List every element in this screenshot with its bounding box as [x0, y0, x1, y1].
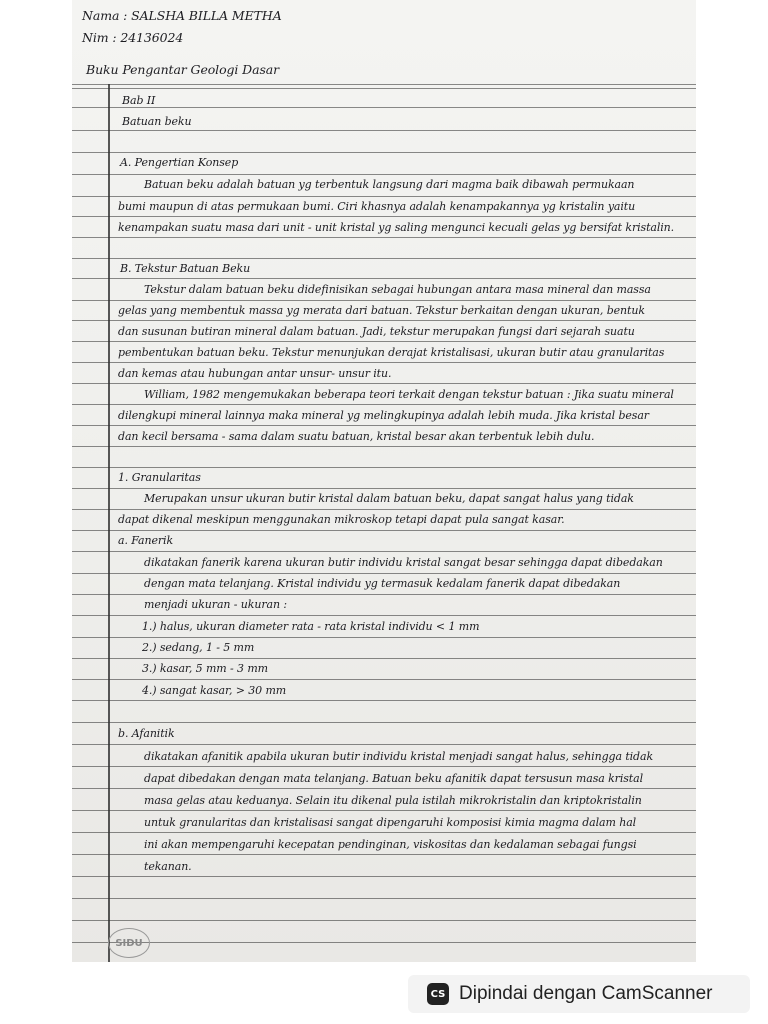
ruled-line — [72, 130, 696, 131]
ruled-line — [72, 920, 696, 921]
text-line: dapat dikenal meskipun menggunakan mikroskop tetapi dapat pula sangat kasar. — [118, 513, 565, 526]
ruled-line — [72, 594, 696, 595]
ruled-line — [72, 362, 696, 363]
ruled-line — [72, 174, 696, 175]
ruled-line — [72, 942, 696, 943]
text-line: dikatakan afanitik apabila ukuran butir individu kristal menjadi sangat halus, sehingga tidak — [144, 750, 654, 763]
ruled-line — [72, 722, 696, 723]
ruled-line — [72, 744, 696, 745]
ruled-line — [72, 107, 696, 108]
text-line: Batuan beku adalah batuan yg terbentuk langsung dari magma baik dibawah permukaan — [144, 178, 635, 191]
ruled-line — [72, 679, 696, 680]
text-line: dan kemas atau hubungan antar unsur- unsur itu. — [118, 367, 392, 380]
ruled-line — [72, 530, 696, 531]
camscanner-text: Dipindai dengan CamScanner — [459, 983, 713, 1004]
chapter-title: Batuan beku — [122, 115, 192, 128]
ruled-line — [72, 658, 696, 659]
text-line: William, 1982 mengemukakan beberapa teori terkait dengan tekstur batuan : Jika suatu mineral — [144, 388, 674, 401]
text-line: pembentukan batuan beku. Tekstur menunjukan derajat kristalisasi, ukuran butir atau granularitas — [118, 346, 665, 359]
text-line: untuk granularitas dan kristalisasi sangat dipengaruhi komposisi kimia magma dalam hal — [144, 816, 637, 829]
sidu-logo: SIDU — [108, 928, 150, 958]
subsection-heading: a. Fanerik — [118, 534, 174, 547]
subsection-heading: b. Afanitik — [118, 727, 175, 740]
ruled-line — [72, 84, 696, 85]
ruled-line — [72, 425, 696, 426]
text-line: dan susunan butiran mineral dalam batuan. Jadi, tekstur merupakan fungsi dari sejarah suatu — [118, 325, 635, 338]
book-title: Buku Pengantar Geologi Dasar — [86, 62, 279, 77]
ruled-line — [72, 509, 696, 510]
ruled-line — [72, 258, 696, 259]
ruled-line — [72, 637, 696, 638]
ruled-line — [72, 573, 696, 574]
list-item: 4.) sangat kasar, > 30 mm — [142, 684, 287, 697]
list-item: 1.) halus, ukuran diameter rata - rata kristal individu < 1 mm — [142, 620, 480, 633]
ruled-line — [72, 766, 696, 767]
ruled-line — [72, 446, 696, 447]
ruled-line — [72, 488, 696, 489]
student-nim: Nim : 24136024 — [82, 30, 184, 45]
text-line: dilengkupi mineral lainnya maka mineral yg melingkupinya adalah lebih muda. Jika kristal besar — [118, 409, 649, 422]
text-line: Tekstur dalam batuan beku didefinisikan sebagai hubungan antara masa mineral dan massa — [144, 283, 651, 296]
text-line: tekanan. — [144, 860, 192, 873]
ruled-line — [72, 320, 696, 321]
ruled-line — [72, 88, 696, 89]
ruled-line — [72, 615, 696, 616]
margin-line — [108, 84, 110, 962]
ruled-line — [72, 216, 696, 217]
text-line: Merupakan unsur ukuran butir kristal dalam batuan beku, dapat sangat halus yang tidak — [144, 492, 634, 505]
ruled-line — [72, 832, 696, 833]
text-line: ini akan mempengaruhi kecepatan pendinginan, viskositas dan kedalaman sebagai fungsi — [144, 838, 637, 851]
ruled-line — [72, 700, 696, 701]
text-line: dan kecil bersama - sama dalam suatu batuan, kristal besar akan terbentuk lebih dulu. — [118, 430, 595, 443]
camscanner-watermark — [408, 975, 750, 1013]
ruled-line — [72, 876, 696, 877]
ruled-line — [72, 278, 696, 279]
chapter-number: Bab II — [122, 94, 156, 107]
ruled-line — [72, 196, 696, 197]
ruled-line — [72, 551, 696, 552]
list-item: 3.) kasar, 5 mm - 3 mm — [142, 662, 268, 675]
ruled-line — [72, 810, 696, 811]
text-line: dapat dibedakan dengan mata telanjang. Batuan beku afanitik dapat tersusun masa kristal — [144, 772, 643, 785]
text-line: kenampakan suatu masa dari unit - unit kristal yg saling mengunci kecuali gelas yg bersifat kristalin. — [118, 221, 675, 234]
text-line: bumi maupun di atas permukaan bumi. Ciri khasnya adalah kenampakannya yg kristalin yaitu — [118, 200, 636, 213]
text-line: dikatakan fanerik karena ukuran butir individu kristal sangat besar sehingga dapat dibedakan — [144, 556, 663, 569]
text-line: menjadi ukuran - ukuran : — [144, 598, 287, 611]
ruled-line — [72, 404, 696, 405]
ruled-line — [72, 152, 696, 153]
ruled-line — [72, 467, 696, 468]
ruled-line — [72, 854, 696, 855]
text-line: masa gelas atau keduanya. Selain itu dikenal pula istilah mikrokristalin dan kriptokristalin — [144, 794, 642, 807]
section-heading: B. Tekstur Batuan Beku — [120, 262, 251, 275]
ruled-line — [72, 383, 696, 384]
list-item: 2.) sedang, 1 - 5 mm — [142, 641, 255, 654]
ruled-line — [72, 237, 696, 238]
section-heading: A. Pengertian Konsep — [120, 156, 239, 169]
notebook-page — [72, 0, 696, 962]
ruled-line — [72, 898, 696, 899]
ruled-line — [72, 788, 696, 789]
ruled-line — [72, 341, 696, 342]
text-line: gelas yang membentuk massa yg merata dari batuan. Tekstur berkaitan dengan ukuran, bentuk — [118, 304, 645, 317]
camscanner-icon: CS — [427, 983, 449, 1005]
ruled-line — [72, 300, 696, 301]
student-name: Nama : SALSHA BILLA METHA — [82, 8, 282, 23]
section-heading: 1. Granularitas — [118, 471, 201, 484]
text-line: dengan mata telanjang. Kristal individu yg termasuk kedalam fanerik dapat dibedakan — [144, 577, 621, 590]
